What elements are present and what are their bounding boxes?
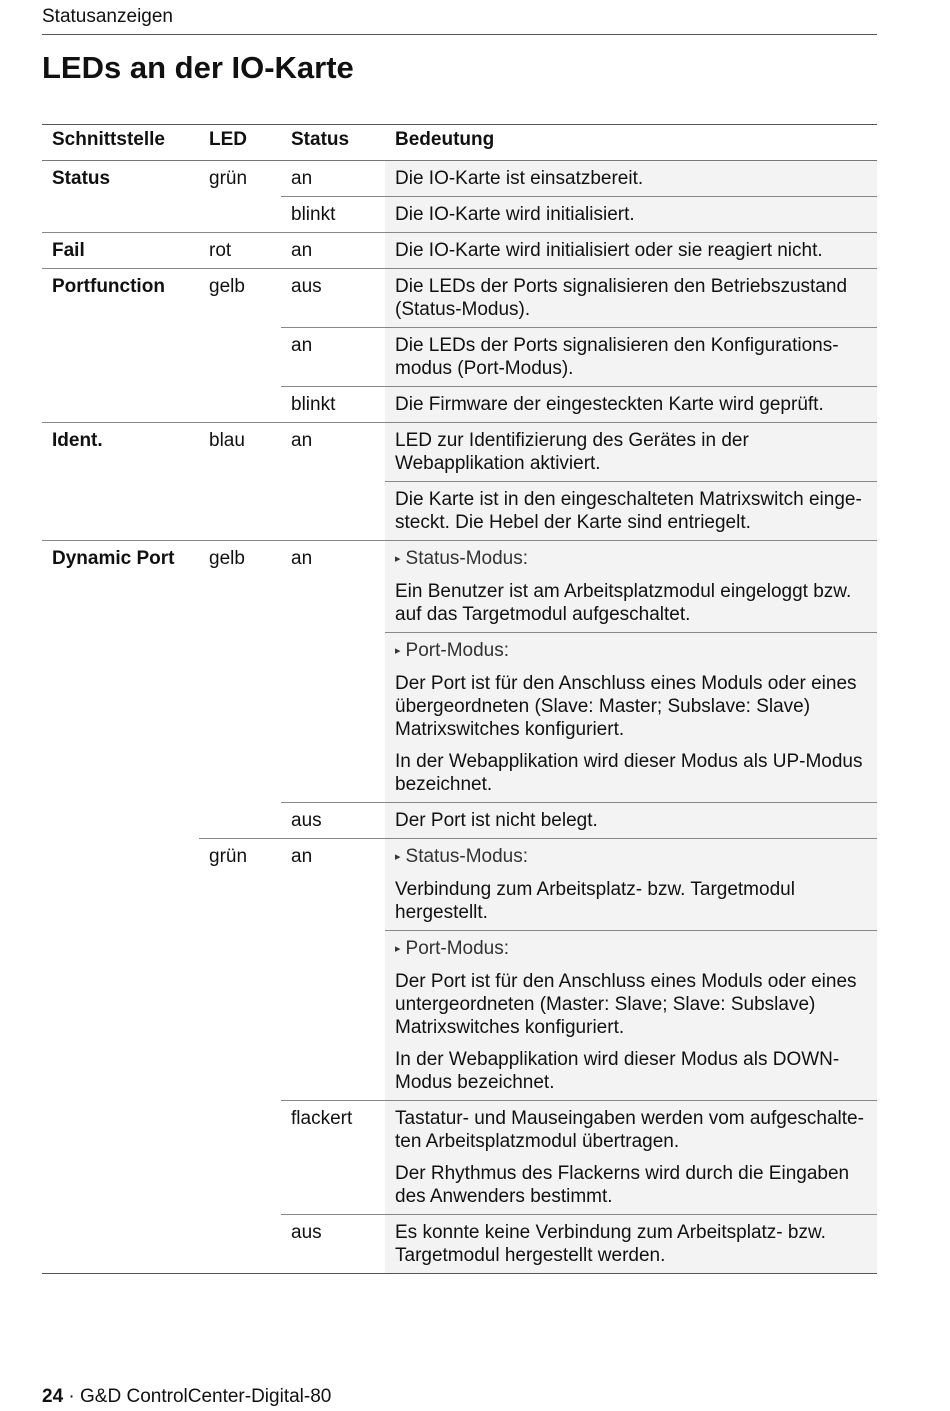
triangle-right-icon: ▸ [395, 645, 401, 657]
cell-interface: Status [42, 161, 199, 197]
cell-interface: Fail [42, 233, 199, 269]
cell-meaning [385, 541, 877, 633]
meaning-paragraph: Die Karte ist in den eingeschalteten Matrixswitch einge-steckt. Die Hebel der Karte sind entriegelt. [395, 489, 862, 533]
table-body [42, 161, 877, 1274]
table-row [42, 1215, 877, 1274]
cell-led: grün [199, 839, 281, 931]
cell-meaning [385, 328, 877, 387]
table-header-row [42, 125, 877, 161]
triangle-right-icon: ▸ [395, 553, 401, 565]
column-header-status: Status [281, 125, 385, 161]
cell-interface [42, 1101, 199, 1215]
mode-label-text: Status-Modus: [405, 548, 529, 569]
table-row [42, 633, 877, 803]
cell-led [199, 803, 281, 839]
cell-meaning [385, 423, 877, 482]
cell-meaning [385, 839, 877, 931]
meaning-paragraph: Es konnte keine Verbindung zum Arbeitsplatz- bzw. Targetmodul hergestellt werden. [395, 1222, 826, 1266]
meaning-paragraph: Der Port ist nicht belegt. [395, 810, 598, 831]
table-row [42, 1101, 877, 1215]
table-row [42, 387, 877, 423]
meaning-paragraph: LED zur Identifizierung des Gerätes in der Webapplikation aktiviert. [395, 430, 749, 474]
cell-status: an [281, 328, 385, 387]
cell-status: an [281, 541, 385, 633]
cell-interface: Ident. [42, 423, 199, 482]
table-row [42, 541, 877, 633]
meaning-paragraph: Der Port ist für den Anschluss eines Moduls oder eines untergeordneten (Master: Slave; Slave: Subslave) Matrixswitches konfiguriert. [395, 971, 857, 1038]
cell-led: blau [199, 423, 281, 482]
mode-label [395, 937, 869, 963]
mode-label-text: Status-Modus: [405, 846, 529, 867]
cell-led: gelb [199, 269, 281, 328]
page-title: LEDs an der IO-Karte [42, 50, 354, 85]
cell-status [281, 931, 385, 1101]
meaning-paragraph: Der Rhythmus des Flackerns wird durch die Eingaben des Anwenders bestimmt. [395, 1163, 850, 1207]
cell-interface [42, 197, 199, 233]
cell-meaning [385, 1101, 877, 1215]
cell-status: an [281, 233, 385, 269]
table-row [42, 269, 877, 328]
table-row [42, 161, 877, 197]
cell-status: an [281, 839, 385, 931]
cell-interface [42, 387, 199, 423]
cell-led: grün [199, 161, 281, 197]
meaning-paragraph: Die IO-Karte wird initialisiert oder sie reagiert nicht. [395, 240, 823, 261]
table-row [42, 197, 877, 233]
table-row [42, 423, 877, 482]
cell-meaning [385, 482, 877, 541]
cell-status: aus [281, 803, 385, 839]
footer-separator: · [63, 1386, 81, 1407]
cell-interface [42, 931, 199, 1101]
cell-interface [42, 839, 199, 931]
cell-led [199, 633, 281, 803]
cell-meaning [385, 161, 877, 197]
cell-meaning [385, 197, 877, 233]
meaning-paragraph: In der Webapplikation wird dieser Modus als DOWN-Modus bezeichnet. [395, 1049, 840, 1093]
triangle-right-icon: ▸ [395, 851, 401, 863]
meaning-paragraph: Tastatur- und Mauseingaben werden vom aufgeschalte-ten Arbeitsplatzmodul übertragen. [395, 1108, 864, 1152]
cell-interface [42, 482, 199, 541]
cell-interface [42, 633, 199, 803]
cell-interface [42, 1215, 199, 1274]
cell-status [281, 633, 385, 803]
meaning-paragraph: Die Firmware der eingesteckten Karte wird geprüft. [395, 394, 824, 415]
cell-led: rot [199, 233, 281, 269]
cell-status: blinkt [281, 197, 385, 233]
table-row [42, 839, 877, 931]
triangle-right-icon: ▸ [395, 943, 401, 955]
cell-meaning [385, 931, 877, 1101]
cell-meaning [385, 233, 877, 269]
running-header: Statusanzeigen [42, 6, 877, 35]
meaning-paragraph: In der Webapplikation wird dieser Modus als UP-Modus bezeichnet. [395, 751, 863, 795]
product-name: G&D ControlCenter-Digital-80 [80, 1386, 332, 1407]
meaning-paragraph: Verbindung zum Arbeitsplatz- bzw. Targetmodul hergestellt. [395, 879, 795, 923]
meaning-paragraph: Die IO-Karte wird initialisiert. [395, 204, 635, 225]
cell-meaning [385, 387, 877, 423]
table-row [42, 803, 877, 839]
cell-status: aus [281, 269, 385, 328]
column-header-interface: Schnittstelle [42, 125, 199, 161]
mode-label [395, 547, 869, 573]
cell-status: blinkt [281, 387, 385, 423]
cell-status: an [281, 423, 385, 482]
table-row [42, 233, 877, 269]
page-footer [42, 1386, 331, 1408]
cell-status [281, 482, 385, 541]
cell-led [199, 1101, 281, 1215]
cell-meaning [385, 269, 877, 328]
cell-led [199, 328, 281, 387]
meaning-paragraph: Die IO-Karte ist einsatzbereit. [395, 168, 644, 189]
cell-led [199, 387, 281, 423]
cell-status: flackert [281, 1101, 385, 1215]
cell-led [199, 482, 281, 541]
cell-meaning [385, 803, 877, 839]
mode-label [395, 845, 869, 871]
column-header-meaning: Bedeutung [385, 125, 877, 161]
cell-led [199, 1215, 281, 1274]
table-row [42, 931, 877, 1101]
mode-label [395, 639, 869, 665]
cell-led [199, 931, 281, 1101]
cell-status: aus [281, 1215, 385, 1274]
cell-led: gelb [199, 541, 281, 633]
mode-label-text: Port-Modus: [405, 938, 510, 959]
meaning-paragraph: Ein Benutzer ist am Arbeitsplatzmodul eingeloggt bzw. auf das Targetmodul aufgeschaltet. [395, 581, 852, 625]
page-number: 24 [42, 1386, 64, 1407]
cell-meaning [385, 1215, 877, 1274]
cell-status: an [281, 161, 385, 197]
led-status-table [42, 124, 877, 1274]
meaning-paragraph: Die LEDs der Ports signalisieren den Betriebszustand (Status-Modus). [395, 276, 848, 320]
meaning-paragraph: Die LEDs der Ports signalisieren den Konfigurations-modus (Port-Modus). [395, 335, 839, 379]
meaning-paragraph: Der Port ist für den Anschluss eines Moduls oder eines übergeordneten (Slave: Master; Subslave: Slave) Matrixswitches konfiguriert. [395, 673, 857, 740]
cell-interface: Dynamic Port [42, 541, 199, 633]
cell-led [199, 197, 281, 233]
column-header-led: LED [199, 125, 281, 161]
cell-meaning [385, 633, 877, 803]
cell-interface [42, 328, 199, 387]
cell-interface [42, 803, 199, 839]
mode-label-text: Port-Modus: [405, 640, 510, 661]
table-row [42, 482, 877, 541]
cell-interface: Portfunction [42, 269, 199, 328]
table-row [42, 328, 877, 387]
